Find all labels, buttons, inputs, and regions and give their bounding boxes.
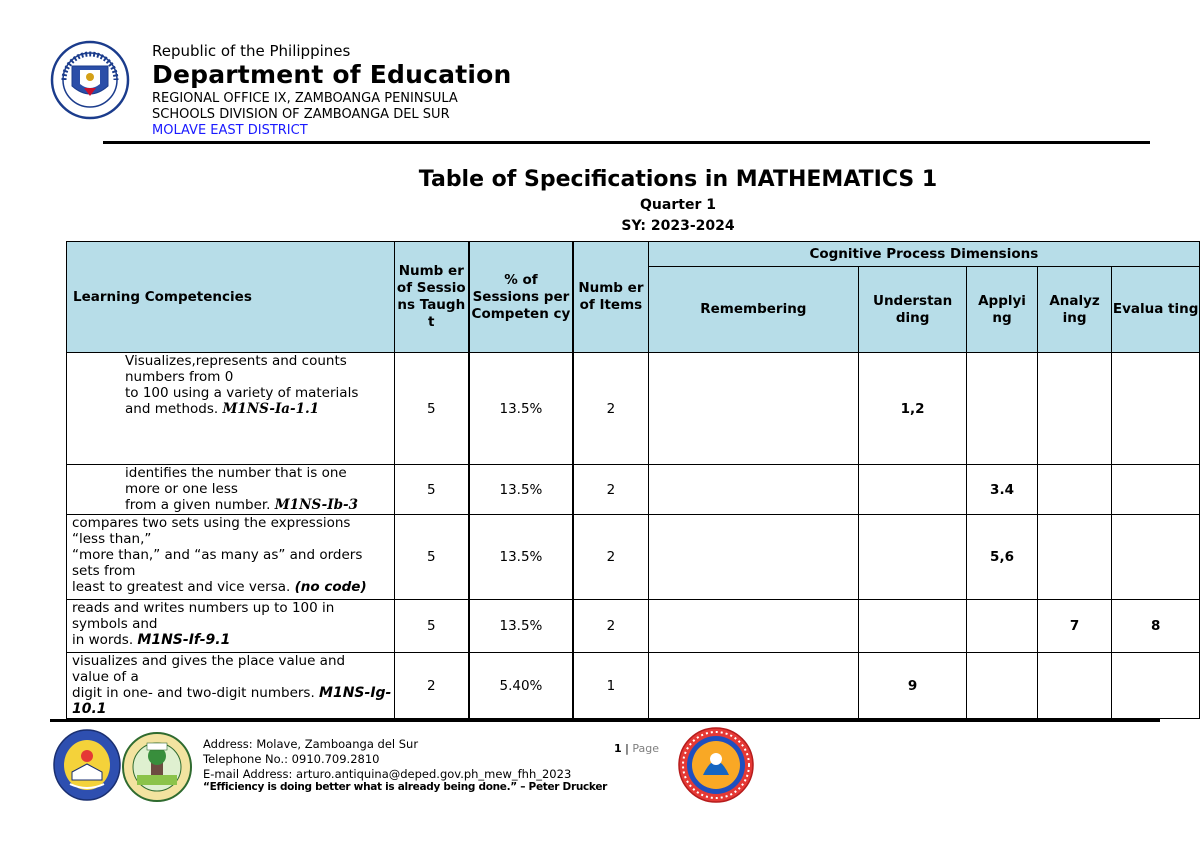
competency-code: (no code) [294, 579, 367, 595]
republic-label: Republic of the Philippines [152, 42, 351, 60]
department-name: Department of Education [152, 60, 512, 89]
competency-line: value of a [72, 669, 139, 685]
analyzing-cell: 7 [1037, 600, 1112, 653]
competency-cell [67, 600, 395, 653]
items-cell: 2 [573, 353, 648, 465]
percent-cell: 13.5% [469, 465, 573, 515]
evaluating-cell: 8 [1112, 600, 1200, 653]
evaluating-cell [1112, 653, 1200, 719]
analyzing-cell [1037, 465, 1112, 515]
competency-code: M1NS-Ig-10.1 [72, 685, 392, 717]
page-indicator [614, 742, 659, 755]
evaluating-cell [1112, 353, 1200, 465]
competency-line: visualizes and gives the place value and [72, 653, 346, 669]
sessions-cell: 5 [394, 465, 468, 515]
competency-line: sets from [72, 563, 136, 579]
applying-cell [967, 353, 1038, 465]
sessions-cell: 5 [394, 600, 468, 653]
deped-seal-logo [50, 40, 130, 120]
remembering-cell [648, 353, 858, 465]
competency-cell [67, 515, 395, 600]
district-name: MOLAVE EAST DISTRICT [152, 123, 308, 138]
applying-cell [967, 653, 1038, 719]
molave-town-logo [121, 729, 193, 805]
remembering-cell [648, 600, 858, 653]
items-cell: 2 [573, 600, 648, 653]
understanding-cell [859, 600, 967, 653]
regional-office: REGIONAL OFFICE IX, ZAMBOANGA PENINSULA [152, 91, 458, 106]
page-label: Page [632, 742, 659, 755]
understanding-cell [859, 465, 967, 515]
competency-code: M1NS-If-9.1 [137, 632, 231, 648]
evaluating-cell [1112, 515, 1200, 600]
applying-cell: 5,6 [967, 515, 1038, 600]
competency-line: in words. [72, 632, 138, 648]
sessions-cell: 5 [394, 515, 468, 600]
competency-line: compares two sets using the expressions [72, 515, 351, 531]
school-year-label: SY: 2023-2024 [621, 218, 735, 234]
remembering-cell [648, 465, 858, 515]
quarter-label: Quarter 1 [640, 197, 716, 213]
analyzing-cell [1037, 515, 1112, 600]
footer-rule [50, 719, 1160, 722]
understanding-cell: 1,2 [859, 353, 967, 465]
competency-line: “more than,” and “as many as” and orders [72, 547, 363, 563]
header-rule [103, 141, 1150, 144]
table-row [67, 465, 1200, 515]
schools-division: SCHOOLS DIVISION OF ZAMBOANGA DEL SUR [152, 107, 450, 122]
document-title: Table of Specifications in MATHEMATICS 1 [418, 167, 938, 192]
competency-line: and methods. [125, 401, 223, 417]
applying-cell [967, 600, 1038, 653]
competency-line: numbers from 0 [125, 369, 234, 385]
items-cell: 2 [573, 515, 648, 600]
competency-line: from a given number. [125, 497, 275, 513]
percent-cell: 5.40% [469, 653, 573, 719]
table-row [67, 353, 1200, 465]
col-header-percent: % of Sessions per Competen cy [469, 242, 573, 353]
col-header-cognitive: Cognitive Process Dimensions [648, 242, 1199, 267]
specifications-table [66, 241, 1200, 719]
sessions-cell: 5 [394, 353, 468, 465]
competency-cell [67, 465, 395, 515]
col-header-evaluating: Evalua ting [1112, 267, 1200, 353]
remembering-cell [648, 515, 858, 600]
applying-cell: 3.4 [967, 465, 1038, 515]
competency-cell [67, 353, 395, 465]
understanding-cell [859, 515, 967, 600]
analyzing-cell [1037, 353, 1112, 465]
analyzing-cell [1037, 653, 1112, 719]
competency-line: digit in one- and two-digit numbers. [72, 685, 320, 701]
footer-quote: “Efficiency is doing better what is already being done.” – Peter Drucker [203, 781, 608, 793]
percent-cell: 13.5% [469, 353, 573, 465]
competency-line: more or one less [125, 481, 238, 497]
remembering-cell [648, 653, 858, 719]
footer-telephone: Telephone No.: 0910.709.2810 [203, 752, 380, 766]
competency-cell [67, 653, 395, 719]
evaluating-cell [1112, 465, 1200, 515]
col-header-items: Numb er of Items [573, 242, 648, 353]
competency-code: M1NS-Ib-3 [274, 497, 359, 513]
competency-line: reads and writes numbers up to 100 in [72, 600, 335, 616]
table-row [67, 515, 1200, 600]
col-header-analyzing: Analyz ing [1037, 267, 1112, 353]
competency-line: least to greatest and vice versa. [72, 579, 295, 595]
items-cell: 2 [573, 465, 648, 515]
sessions-cell: 2 [394, 653, 468, 719]
footer-email: E-mail Address: arturo.antiquina@deped.gov.ph_mew_fhh_2023 [203, 767, 572, 781]
district-logo [52, 728, 122, 802]
competency-line: to 100 using a variety of materials [125, 385, 359, 401]
footer-address: Address: Molave, Zamboanga del Sur [203, 737, 419, 751]
page-separator: | [621, 742, 633, 755]
competency-line: “less than,” [72, 531, 152, 547]
table-row [67, 600, 1200, 653]
competency-line: identifies the number that is one [125, 465, 347, 481]
col-header-competencies: Learning Competencies [67, 242, 395, 353]
table-row [67, 653, 1200, 719]
col-header-remembering: Remembering [648, 267, 858, 353]
page-number: 1 [614, 742, 622, 755]
items-cell: 1 [573, 653, 648, 719]
col-header-understanding: Understan ding [859, 267, 967, 353]
competency-line: Visualizes,represents and counts [125, 353, 347, 369]
percent-cell: 13.5% [469, 515, 573, 600]
competency-code: M1NS-Ia-1.1 [222, 401, 320, 417]
competency-line: symbols and [72, 616, 158, 632]
col-header-applying: Applyi ng [967, 267, 1038, 353]
understanding-cell: 9 [859, 653, 967, 719]
division-logo [677, 725, 755, 805]
percent-cell: 13.5% [469, 600, 573, 653]
col-header-sessions: Numb er of Sessio ns Taugh t [394, 242, 468, 353]
